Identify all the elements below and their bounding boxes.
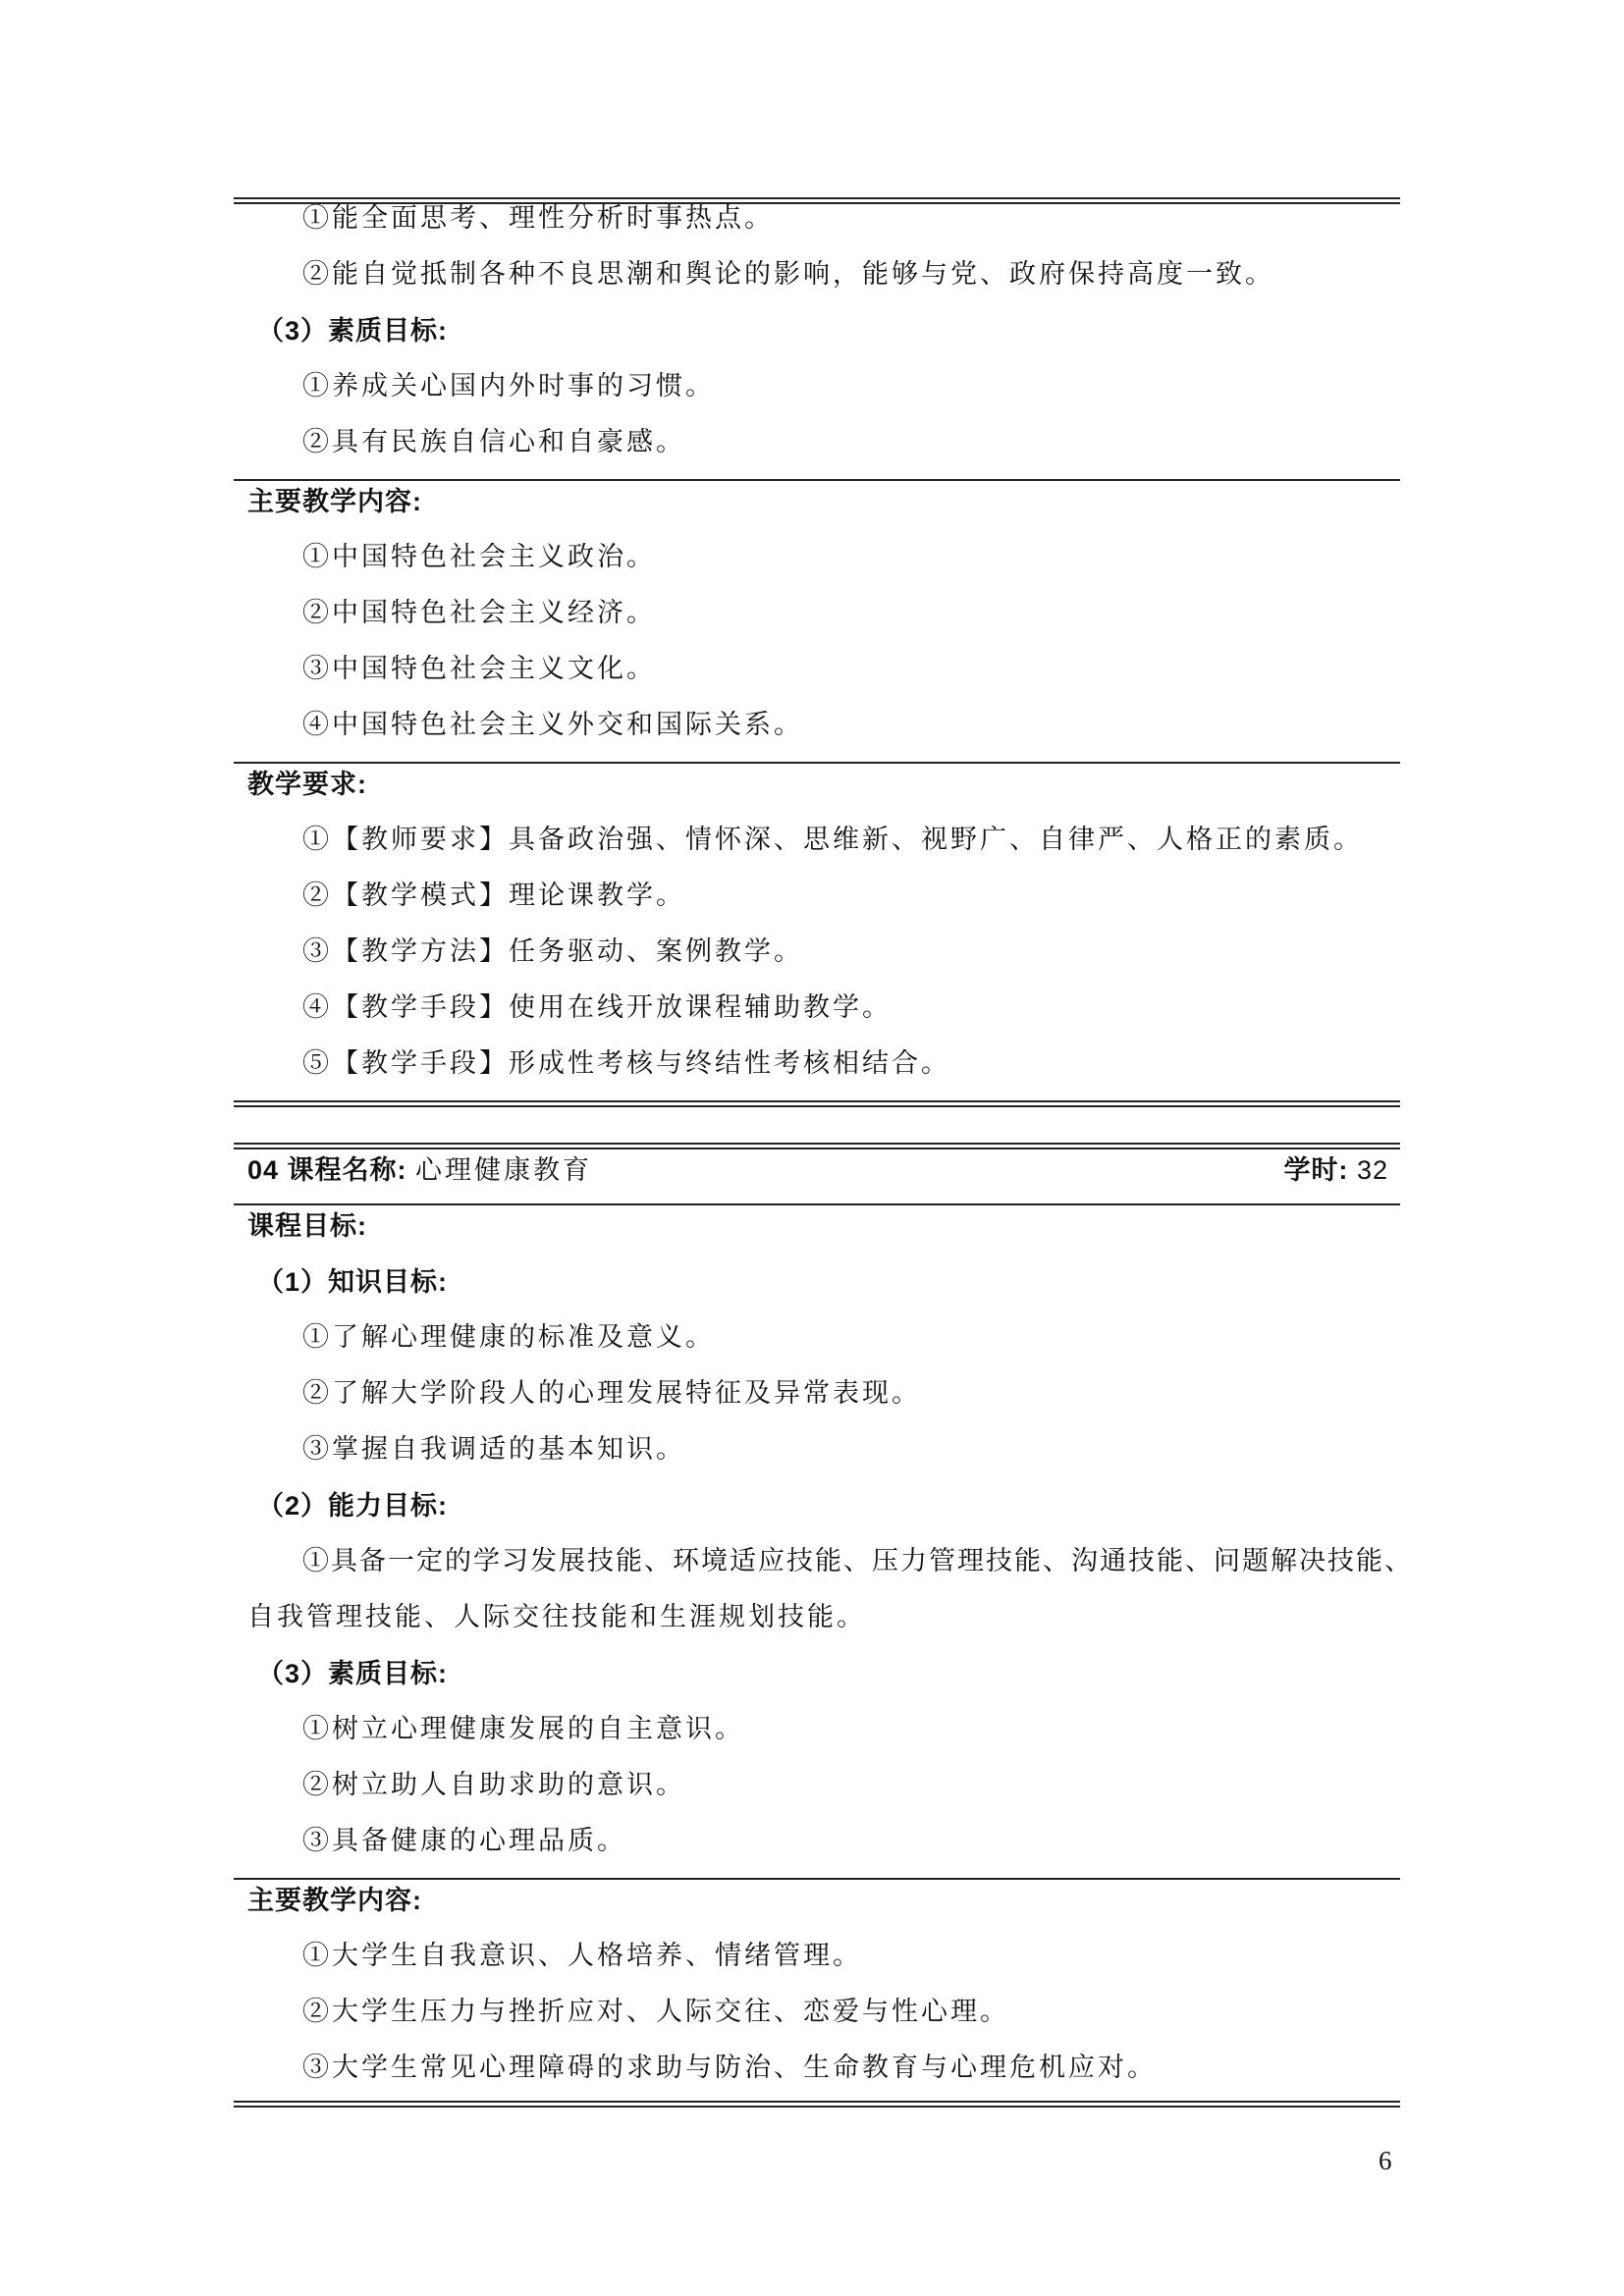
course-table-top-rule (234, 1143, 1400, 1145)
content-item: ②大学生压力与挫折应对、人际交往、恋爱与性心理。 (302, 1997, 1009, 2027)
requirement-item: ②【教学模式】理论课教学。 (302, 881, 685, 911)
quality-item: ③具备健康的心理品质。 (302, 1826, 626, 1856)
requirement-item: ④【教学手段】使用在线开放课程辅助教学。 (302, 992, 892, 1023)
requirement-item: ⑤【教学手段】形成性考核与终结性考核相结合。 (302, 1048, 950, 1079)
quality-item: ②具有民族自信心和自豪感。 (302, 427, 685, 457)
knowledge-item: ①了解心理健康的标准及意义。 (302, 1322, 715, 1353)
requirement-item: ③【教学方法】任务驱动、案例教学。 (302, 936, 803, 967)
course-name-label: 04 课程名称: (247, 1155, 407, 1185)
ability-item-continued: 自我管理技能、人际交往技能和生涯规划技能。 (247, 1602, 866, 1632)
content-heading: 主要教学内容: (247, 1886, 422, 1915)
requirement-item: ①【教师要求】具备政治强、情怀深、思维新、视野广、自律严、人格正的素质。 (302, 825, 1363, 855)
course-table-top-rule-2 (234, 1148, 1400, 1149)
content-item: ①中国特色社会主义政治。 (302, 542, 656, 572)
course-hours-value: 32 (1356, 1155, 1388, 1185)
section-divider (234, 1878, 1400, 1880)
content-item: ③中国特色社会主义文化。 (302, 654, 656, 684)
page-number: 6 (1379, 2146, 1392, 2175)
quality-item: ①树立心理健康发展的自主意识。 (302, 1714, 744, 1744)
content-item: ④中国特色社会主义外交和国际关系。 (302, 710, 803, 740)
section-divider (234, 1203, 1400, 1205)
knowledge-item: ③掌握自我调适的基本知识。 (302, 1434, 685, 1465)
table-end-rule (234, 1100, 1400, 1102)
content-item: ③大学生常见心理障碍的求助与防治、生命教育与心理危机应对。 (302, 2053, 1157, 2083)
section-divider (234, 479, 1400, 481)
course-hours (1283, 1150, 1388, 1190)
knowledge-item: ②了解大学阶段人的心理发展特征及异常表现。 (302, 1378, 921, 1409)
table-end-rule (234, 2101, 1400, 2103)
course-name-value: 心理健康教育 (415, 1155, 593, 1186)
ability-heading: （2）能力目标: (257, 1491, 449, 1521)
quality-item: ②树立助人自助求助的意识。 (302, 1770, 685, 1800)
course-hours-label: 学时: (1283, 1155, 1349, 1185)
requirements-heading: 教学要求: (247, 770, 367, 799)
content-heading: 主要教学内容: (247, 487, 422, 516)
quality-heading: （3）素质目标: (257, 316, 449, 346)
content-item: ①大学生自我意识、人格培养、情绪管理。 (302, 1941, 862, 1971)
content-item: ②中国特色社会主义经济。 (302, 598, 656, 628)
knowledge-heading: （1）知识目标: (257, 1267, 449, 1297)
quality-heading: （3）素质目标: (257, 1659, 449, 1688)
goals-heading: 课程目标: (247, 1211, 367, 1241)
table-end-rule-2 (234, 2106, 1400, 2108)
ability-item: ①具备一定的学习发展技能、环境适应技能、压力管理技能、沟通技能、问题解决技能、 (302, 1546, 1413, 1576)
quality-item: ①养成关心国内外时事的习惯。 (302, 371, 715, 401)
section-divider (234, 762, 1400, 764)
table-end-rule-2 (234, 1105, 1400, 1107)
ability-item: ①能全面思考、理性分析时事热点。 (302, 203, 774, 234)
ability-item: ②能自觉抵制各种不良思潮和舆论的影响，能够与党、政府保持高度一致。 (302, 259, 1274, 290)
course-name-row (247, 1150, 592, 1191)
